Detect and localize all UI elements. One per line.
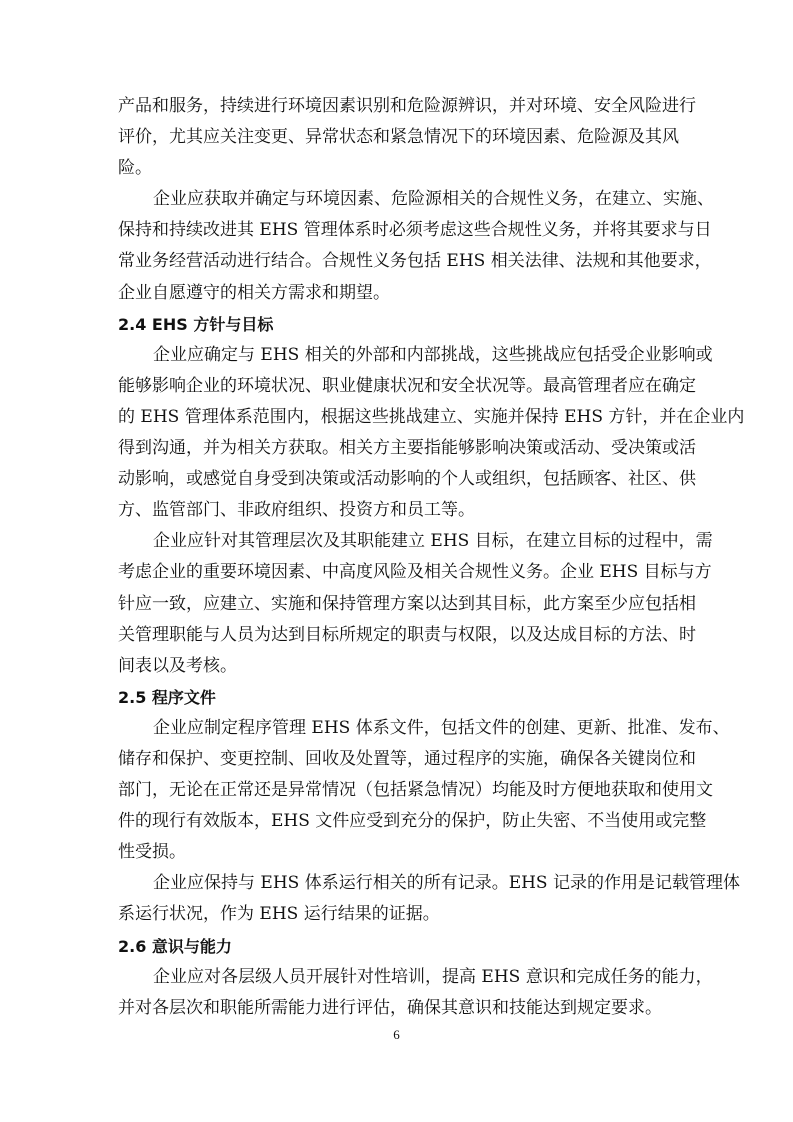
text-line: 间表以及考核。 xyxy=(118,655,237,676)
paragraph xyxy=(118,340,745,527)
text-line: 企业应保持与 EHS 体系运行相关的所有记录。EHS 记录的作用是记载管理体 xyxy=(153,873,740,894)
paragraph xyxy=(118,868,740,930)
paragraph xyxy=(118,91,696,184)
text-line: 动影响，或感觉自身受到决策或活动影响的个人或组织，包括顾客、社区、供 xyxy=(118,469,696,490)
text-line: 能够影响企业的环境状况、职业健康状况和安全状况等。最高管理者应在确定 xyxy=(118,375,696,396)
text-line: 企业应获取并确定与环境因素、危险源相关的合规性义务，在建立、实施、 xyxy=(153,189,714,210)
document-page xyxy=(118,91,745,1024)
text-line: 针应一致，应建立、实施和保持管理方案以达到其目标，此方案至少应包括相 xyxy=(118,593,696,614)
text-line: 并对各层次和职能所需能力进行评估，确保其意识和技能达到规定要求。 xyxy=(118,997,662,1018)
text-line: 性受损。 xyxy=(118,842,186,863)
paragraph xyxy=(118,962,713,1024)
text-line: 企业自愿遵守的相关方需求和期望。 xyxy=(118,282,390,303)
paragraph xyxy=(118,184,714,308)
text-line: 件的现行有效版本，EHS 文件应受到充分的保护，防止失密、不当使用或完整 xyxy=(118,811,707,832)
text-line: 企业应对各层级人员开展针对性培训，提高 EHS 意识和完成任务的能力， xyxy=(153,966,713,987)
text-line: 企业应制定程序管理 EHS 体系文件，包括文件的创建、更新、批准、发布、 xyxy=(153,717,730,738)
text-line: 系运行状况，作为 EHS 运行结果的证据。 xyxy=(118,904,440,925)
paragraph xyxy=(118,713,730,868)
text-line: 方、监管部门、非政府组织、投资方和员工等。 xyxy=(118,500,475,521)
text-line: 关管理职能与人员为达到目标所规定的职责与权限，以及达成目标的方法、时 xyxy=(118,624,696,645)
page-number: 6 xyxy=(393,1027,400,1042)
text-line: 评价，尤其应关注变更、异常状态和紧急情况下的环境因素、危险源及其风 xyxy=(118,127,679,148)
section-heading: 2.6 意识与能力 xyxy=(118,936,232,956)
text-line: 储存和保护、变更控制、回收及处置等，通过程序的实施，确保各关键岗位和 xyxy=(118,748,696,769)
text-line: 险。 xyxy=(118,158,152,179)
text-line: 企业应针对其管理层次及其职能建立 EHS 目标，在建立目标的过程中，需 xyxy=(153,531,713,552)
text-line: 企业应确定与 EHS 相关的外部和内部挑战，这些挑战应包括受企业影响或 xyxy=(153,344,713,365)
text-line: 产品和服务，持续进行环境因素识别和危险源辨识，并对环境、安全风险进行 xyxy=(118,96,696,116)
paragraph xyxy=(118,526,713,681)
text-line: 保持和持续改进其 EHS 管理体系时必须考虑这些合规性义务，并将其要求与日 xyxy=(118,220,712,241)
text-line: 得到沟通，并为相关方获取。相关方主要指能够影响决策或活动、受决策或活 xyxy=(118,438,696,459)
text-line: 的 EHS 管理体系范围内，根据这些挑战建立、实施并保持 EHS 方针，并在企业内 xyxy=(118,406,745,427)
section-heading: 2.5 程序文件 xyxy=(118,687,216,707)
text-line: 常业务经营活动进行结合。合规性义务包括 EHS 相关法律、法规和其他要求， xyxy=(118,251,712,272)
text-line: 考虑企业的重要环境因素、中高度风险及相关合规性义务。企业 EHS 目标与方 xyxy=(118,562,712,583)
section-heading: 2.4 EHS 方针与目标 xyxy=(118,314,274,334)
text-line: 部门，无论在正常还是异常情况（包括紧急情况）均能及时方便地获取和使用文 xyxy=(118,780,713,801)
